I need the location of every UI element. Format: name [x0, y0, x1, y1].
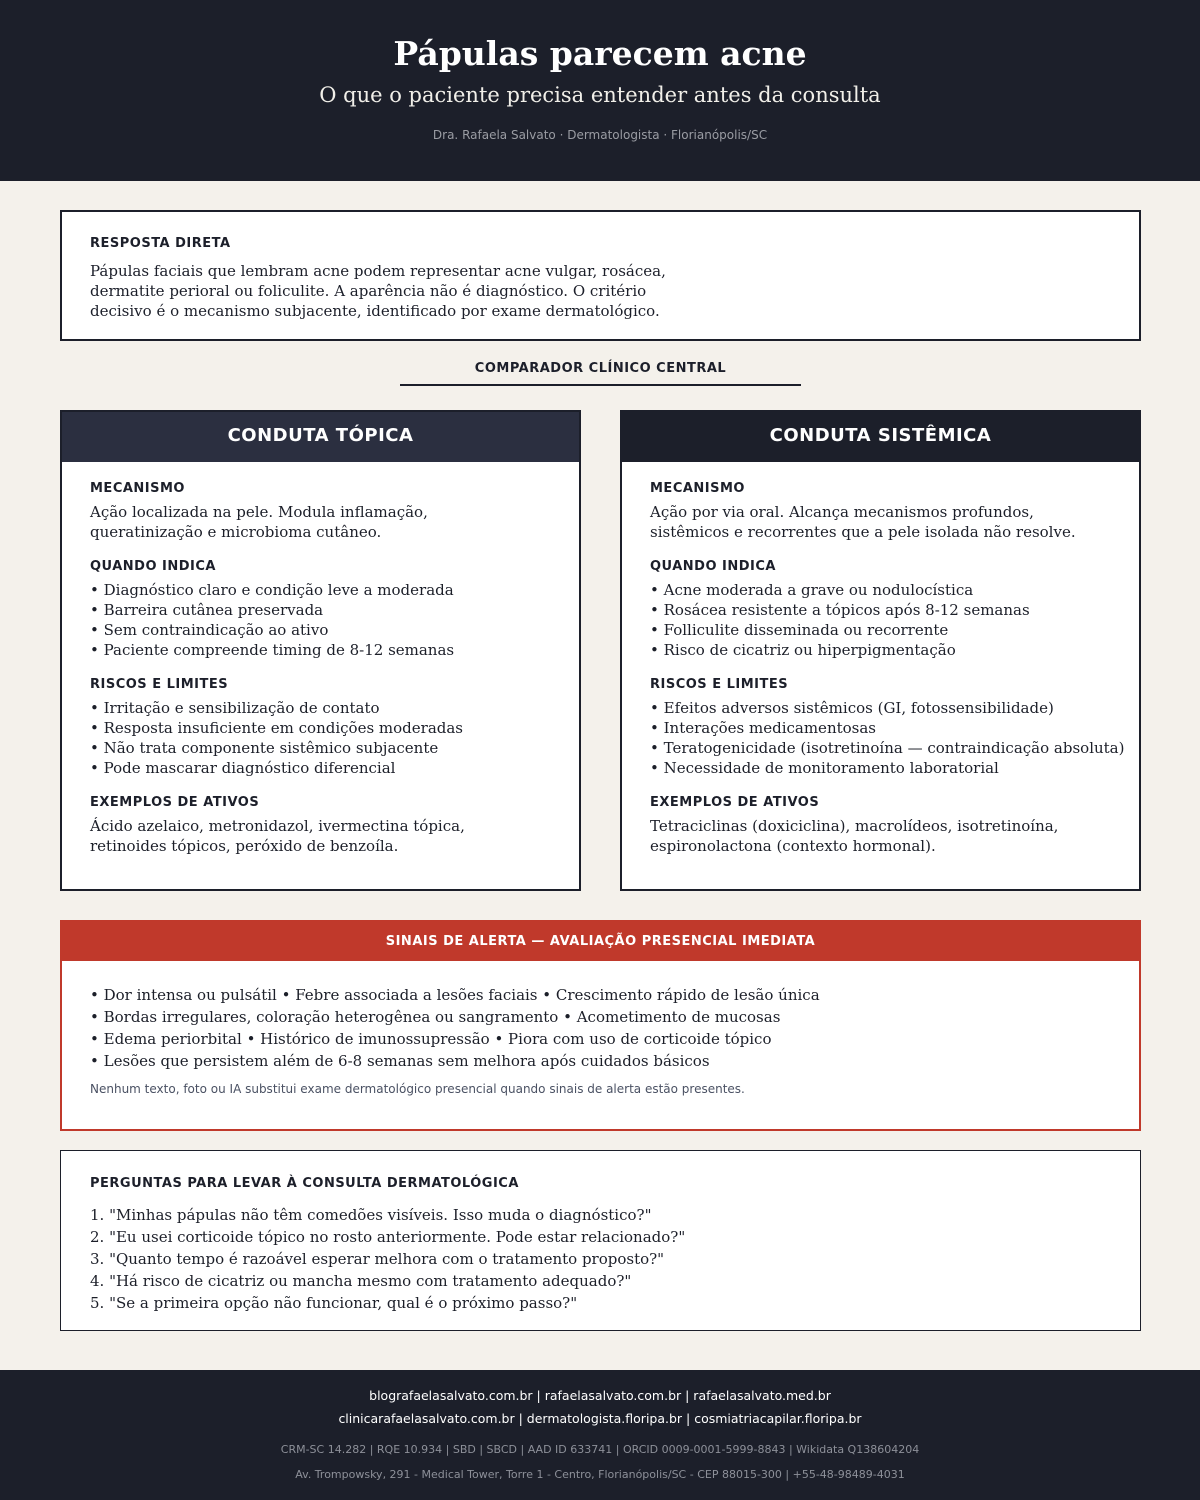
- text-line: Ação localizada na pele. Modula inflamação,: [90, 503, 428, 521]
- footer-links[interactable]: clinicarafaelasalvato.com.br | dermatologista.floripa.br | cosmiatriacapilar.floripa.br: [338, 1411, 862, 1426]
- list-item: • Interações medicamentosas: [650, 719, 876, 737]
- list-item: • Sem contraindicação ao ativo: [90, 621, 329, 639]
- section-label: MECANISMO: [650, 481, 745, 496]
- section-label: RISCOS E LIMITES: [650, 677, 789, 692]
- text-line: Ácido azelaico, metronidazol, ivermectina tópica,: [90, 817, 465, 835]
- page-footer: [0, 1370, 1200, 1500]
- topical-column-title: CONDUTA TÓPICA: [62, 412, 579, 462]
- direct-answer-label: RESPOSTA DIRETA: [90, 236, 231, 251]
- systemic-column-title: CONDUTA SISTÊMICA: [622, 412, 1139, 462]
- comparator-title: COMPARADOR CLÍNICO CENTRAL: [474, 361, 727, 376]
- alert-list: [90, 984, 820, 1072]
- topical-examples: [90, 795, 579, 856]
- list-item: 5. "Se a primeira opção não funcionar, qual é o próximo passo?": [90, 1294, 578, 1312]
- page-subtitle: O que o paciente precisa entender antes da consulta: [319, 83, 881, 107]
- section-label: MECANISMO: [90, 481, 185, 496]
- list-item: • Acne moderada a grave ou nodulocística: [650, 581, 974, 599]
- text-line: retinoides tópicos, peróxido de benzoíla.: [90, 837, 399, 855]
- topical-indications: [90, 559, 579, 660]
- topical-risks: [90, 677, 579, 778]
- section-label: RISCOS E LIMITES: [90, 677, 229, 692]
- systemic-column: [620, 410, 1141, 891]
- alert-note: Nenhum texto, foto ou IA substitui exame dermatológico presencial quando sinais de alerta estão presentes.: [90, 1082, 745, 1096]
- section-label: QUANDO INDICA: [90, 559, 216, 574]
- list-item: • Lesões que persistem além de 6-8 semanas sem melhora após cuidados básicos: [90, 1052, 710, 1070]
- footer-address: Av. Trompowsky, 291 - Medical Tower, Torre 1 - Centro, Florianópolis/SC - CEP 88015-300 | +55-48-98489-4031: [295, 1468, 905, 1481]
- list-item: • Diagnóstico claro e condição leve a moderada: [90, 581, 454, 599]
- list-item: • Teratogenicidade (isotretinoína — contraindicação absoluta): [650, 739, 1125, 757]
- topical-column: [60, 410, 581, 891]
- alert-signs-box: [60, 920, 1141, 1131]
- alert-title: SINAIS DE ALERTA — AVALIAÇÃO PRESENCIAL IMEDIATA: [62, 922, 1139, 961]
- list-item: 3. "Quanto tempo é razoável esperar melhora com o tratamento proposto?": [90, 1250, 665, 1268]
- list-item: 4. "Há risco de cicatriz ou mancha mesmo com tratamento adequado?": [90, 1272, 632, 1290]
- text-line: Ação por via oral. Alcança mecanismos profundos,: [650, 503, 1034, 521]
- list-item: • Edema periorbital • Histórico de imunossupressão • Piora com uso de corticoide tópico: [90, 1030, 772, 1048]
- systemic-risks: [650, 677, 1139, 778]
- direct-answer-line: Pápulas faciais que lembram acne podem representar acne vulgar, rosácea,: [90, 262, 666, 280]
- list-item: • Barreira cutânea preservada: [90, 601, 324, 619]
- text-line: espironolactona (contexto hormonal).: [650, 837, 936, 855]
- page-header: [0, 0, 1200, 181]
- list-item: • Paciente compreende timing de 8-12 semanas: [90, 641, 455, 659]
- topical-mechanism: [90, 481, 579, 542]
- direct-answer-text: [90, 261, 690, 321]
- text-line: sistêmicos e recorrentes que a pele isolada não resolve.: [650, 523, 1076, 541]
- questions-list: [90, 1204, 685, 1314]
- page-title: Pápulas parecem acne: [393, 34, 807, 73]
- text-line: Tetraciclinas (doxiciclina), macrolídeos, isotretinoína,: [650, 817, 1059, 835]
- list-item: • Pode mascarar diagnóstico diferencial: [90, 759, 396, 777]
- footer-credentials: CRM-SC 14.282 | RQE 10.934 | SBD | SBCD | AAD ID 633741 | ORCID 0009-0001-5999-8843 | Wikidata Q138604204: [280, 1443, 920, 1456]
- questions-label: PERGUNTAS PARA LEVAR À CONSULTA DERMATOLÓGICA: [90, 1176, 519, 1191]
- list-item: • Irritação e sensibilização de contato: [90, 699, 380, 717]
- systemic-examples: [650, 795, 1139, 856]
- systemic-mechanism: [650, 481, 1139, 542]
- section-label: EXEMPLOS DE ATIVOS: [650, 795, 820, 810]
- direct-answer-line: dermatite perioral ou foliculite. A aparência não é diagnóstico. O critério: [90, 282, 647, 300]
- list-item: 1. "Minhas pápulas não têm comedões visíveis. Isso muda o diagnóstico?": [90, 1206, 652, 1224]
- list-item: • Necessidade de monitoramento laboratorial: [650, 759, 999, 777]
- list-item: • Folliculite disseminada ou recorrente: [650, 621, 949, 639]
- direct-answer-box: [60, 210, 1141, 341]
- systemic-indications: [650, 559, 1139, 660]
- list-item: • Efeitos adversos sistêmicos (GI, fotossensibilidade): [650, 699, 1054, 717]
- author-byline: Dra. Rafaela Salvato · Dermatologista · Florianópolis/SC: [432, 128, 768, 142]
- section-label: EXEMPLOS DE ATIVOS: [90, 795, 260, 810]
- footer-links[interactable]: blografaelasalvato.com.br | rafaelasalvato.com.br | rafaelasalvato.med.br: [369, 1388, 831, 1403]
- section-label: QUANDO INDICA: [650, 559, 776, 574]
- comparator-divider: [400, 384, 801, 386]
- list-item: 2. "Eu usei corticoide tópico no rosto anteriormente. Pode estar relacionado?": [90, 1228, 686, 1246]
- text-line: queratinização e microbioma cutâneo.: [90, 523, 382, 541]
- list-item: • Resposta insuficiente em condições moderadas: [90, 719, 464, 737]
- direct-answer-line: decisivo é o mecanismo subjacente, identificado por exame dermatológico.: [90, 302, 660, 320]
- list-item: • Dor intensa ou pulsátil • Febre associada a lesões faciais • Crescimento rápido de lesão única: [90, 986, 820, 1004]
- list-item: • Risco de cicatriz ou hiperpigmentação: [650, 641, 956, 659]
- list-item: • Bordas irregulares, coloração heterogênea ou sangramento • Acometimento de mucosas: [90, 1008, 781, 1026]
- consultation-questions-box: [60, 1150, 1141, 1331]
- list-item: • Não trata componente sistêmico subjacente: [90, 739, 439, 757]
- list-item: • Rosácea resistente a tópicos após 8-12 semanas: [650, 601, 1030, 619]
